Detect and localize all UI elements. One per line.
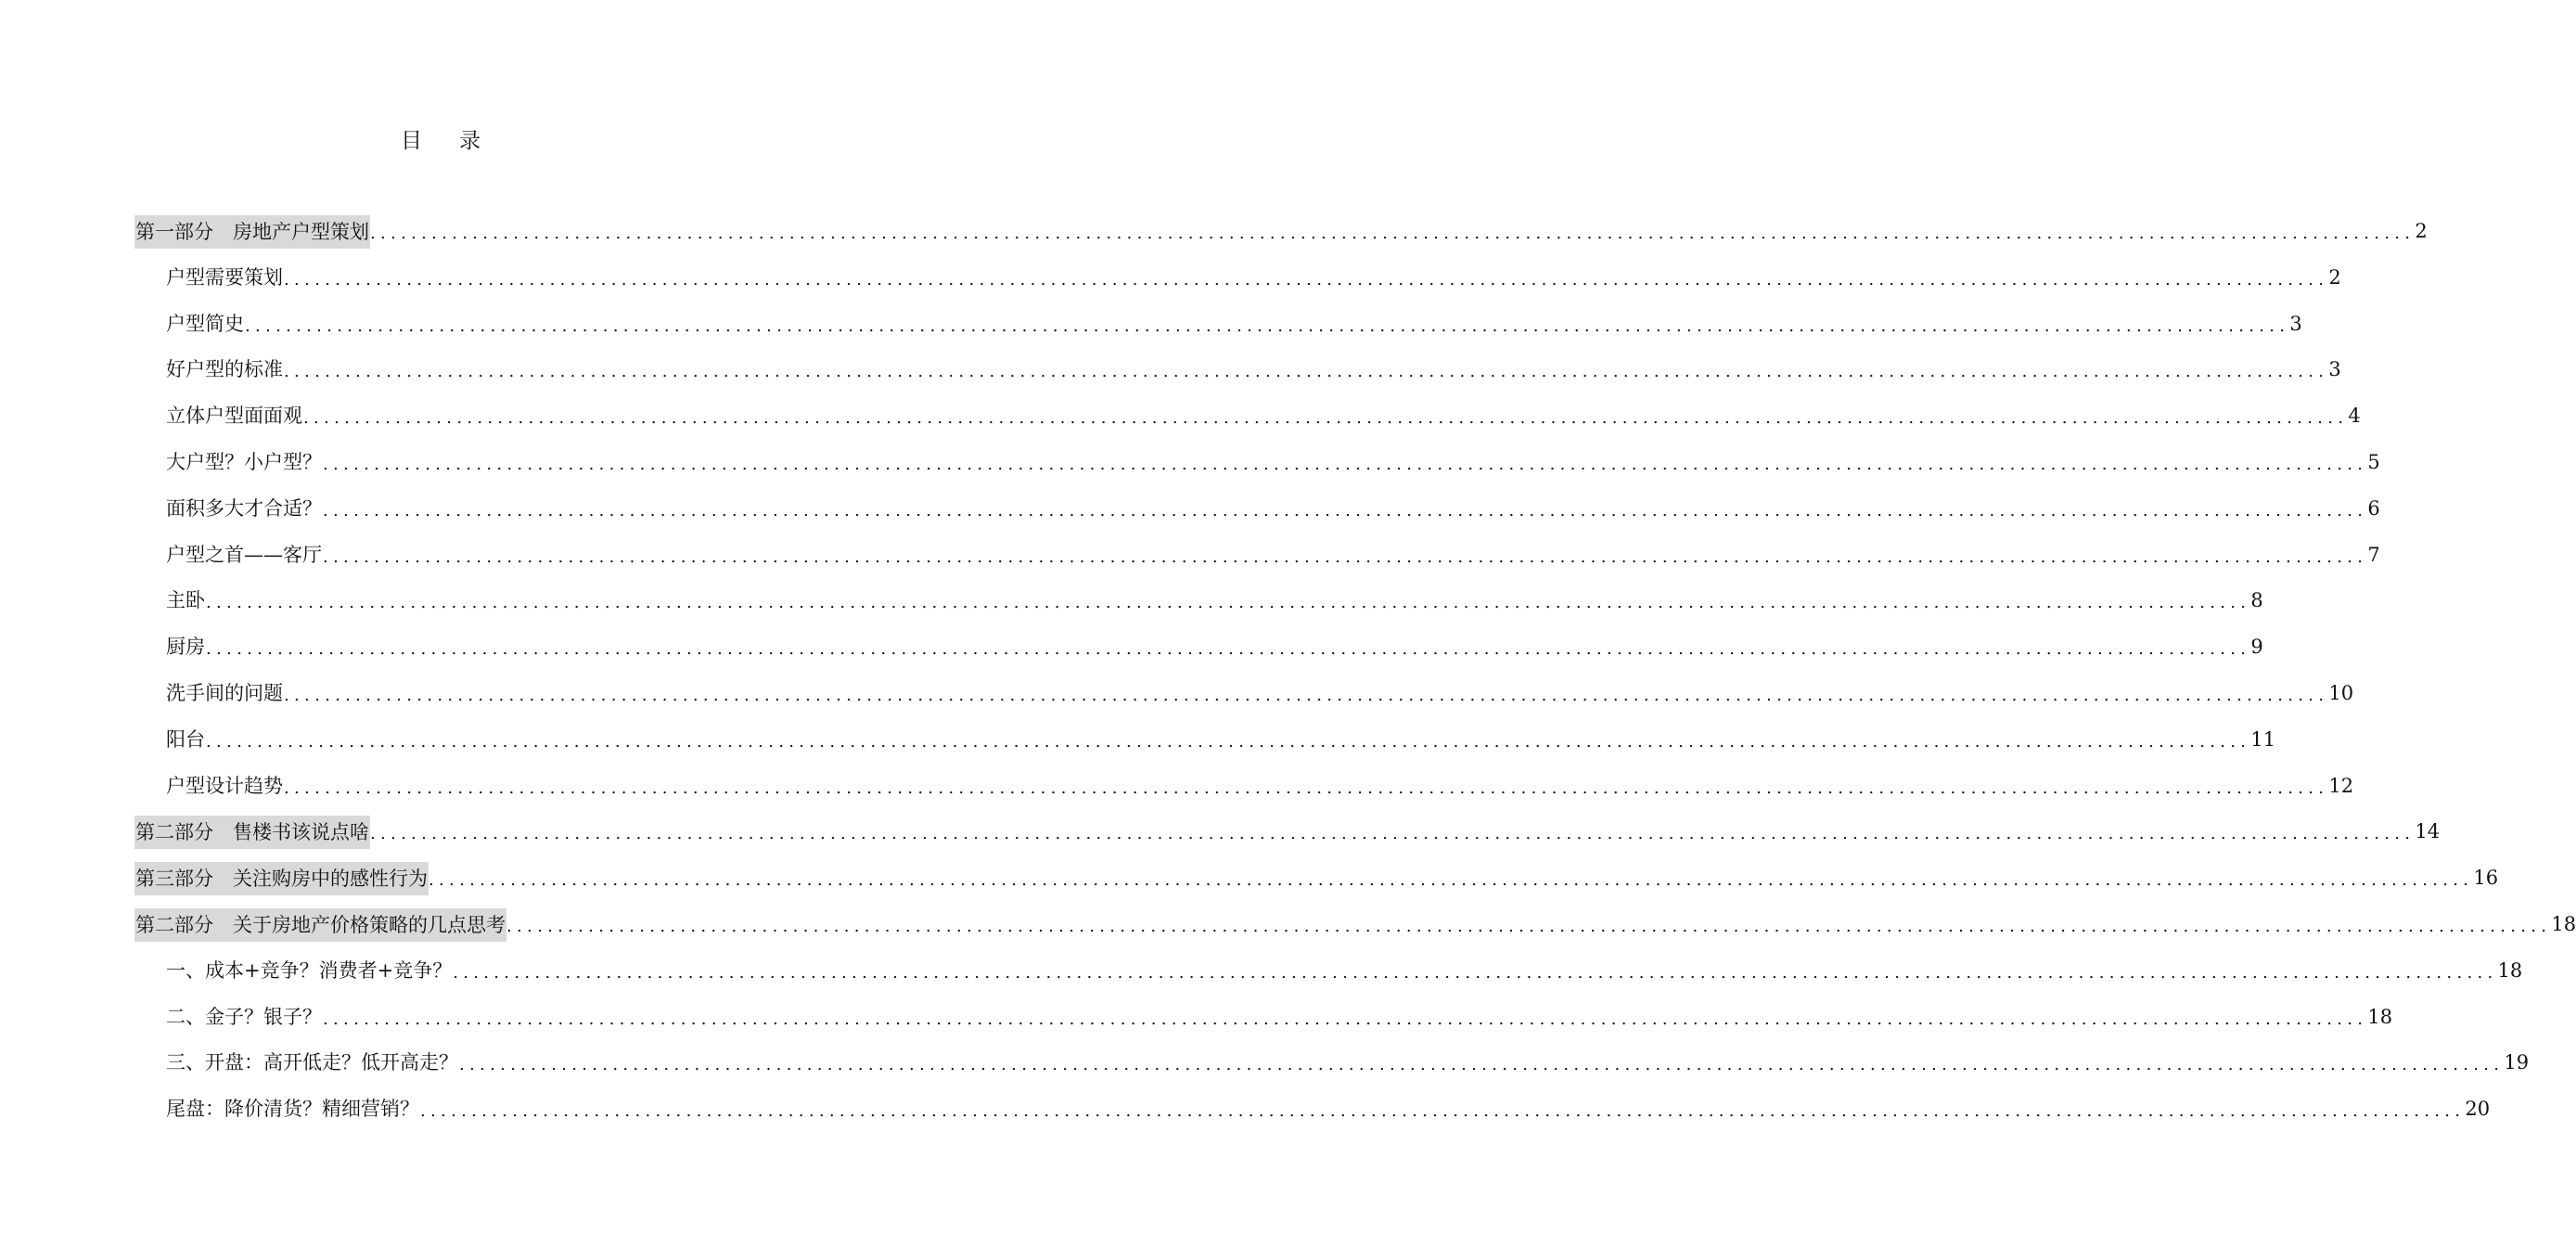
toc-page-number: 10 (2328, 681, 2354, 704)
toc-entry-line (165, 671, 2354, 717)
toc-entry-line (165, 533, 2380, 579)
toc-page-number: 3 (2328, 358, 2341, 381)
toc-entry-label: 主卧 (166, 589, 205, 612)
toc-subsection-entry[interactable] (0, 764, 2354, 810)
toc-title-right: 录 (459, 129, 481, 153)
toc-section-entry[interactable] (0, 855, 2499, 902)
toc-entry-label: 一、成本+竞争？消费者+竞争？ (166, 958, 453, 982)
toc-page-number: 7 (2367, 543, 2380, 566)
toc-section-entry[interactable] (0, 902, 2576, 948)
toc-entry-line (135, 902, 2576, 948)
toc-entry-label: 户型需要策划 (166, 265, 283, 289)
toc-entry-line (165, 764, 2354, 810)
toc-entry-line (135, 855, 2499, 902)
toc-entry-line (165, 1040, 2530, 1086)
toc-entry-line (165, 255, 2341, 302)
toc-page-number: 3 (2289, 312, 2302, 335)
toc-entry-line (165, 393, 2361, 440)
toc-entry-line (165, 486, 2380, 533)
toc-page-number: 6 (2367, 496, 2380, 520)
toc-page-number: 18 (2497, 958, 2523, 982)
toc-entry-label: 户型简史 (166, 312, 244, 335)
toc-page-number: 2 (2415, 220, 2428, 242)
toc-entry-label: 面积多大才合适？ (166, 496, 322, 520)
toc-entry-label: 第一部分 房地产户型策划 (135, 215, 370, 249)
toc-entry-label: 好户型的标准 (166, 358, 283, 381)
toc-dot-leader: ........................................................................................................................................................................................................ (323, 1009, 2368, 1029)
toc-subsection-entry[interactable] (0, 347, 2341, 393)
toc-subsection-entry[interactable] (0, 393, 2361, 440)
toc-page-number: 2 (2328, 265, 2341, 289)
toc-entry-line (165, 1086, 2491, 1133)
toc-dot-leader: ........................................................................................................................................................................................................ (459, 1055, 2505, 1075)
toc-entry-label: 大户型？小户型？ (166, 450, 322, 473)
toc-dot-leader: ........................................................................................................................................................................................................ (370, 824, 2416, 844)
toc-entry-label: 户型设计趋势 (166, 774, 283, 797)
toc-entry-line (165, 440, 2380, 486)
toc-subsection-entry[interactable] (0, 578, 2263, 624)
toc-dot-leader: ........................................................................................................................................................................................................ (453, 962, 2498, 983)
toc-page-number: 14 (2415, 820, 2441, 843)
toc-page-number: 20 (2465, 1098, 2491, 1121)
toc-page-number: 5 (2367, 450, 2380, 473)
toc-subsection-entry[interactable] (0, 624, 2263, 671)
toc-dot-leader: ........................................................................................................................................................................................................ (506, 916, 2552, 936)
toc-dot-leader: ........................................................................................................................................................................................................ (284, 269, 2329, 289)
toc-entry-line (165, 347, 2341, 393)
toc-dot-leader: ........................................................................................................................................................................................................ (206, 593, 2251, 613)
toc-entry-label: 第二部分 售楼书该说点啥 (135, 816, 370, 849)
toc-subsection-entry[interactable] (0, 995, 2393, 1041)
toc-entry-label: 二、金子？银子？ (166, 1005, 322, 1028)
toc-entry-label: 户型之首——客厅 (166, 543, 322, 566)
toc-entry-label: 三、开盘：高开低走？低开高走？ (166, 1051, 458, 1074)
toc-section-entry[interactable] (0, 809, 2441, 855)
toc-dot-leader: ........................................................................................................................................................................................................ (284, 362, 2329, 382)
toc-list (0, 209, 2576, 1133)
toc-entry-line (165, 624, 2263, 671)
toc-entry-line (165, 302, 2302, 348)
toc-subsection-entry[interactable] (0, 302, 2302, 348)
toc-entry-line (165, 578, 2263, 624)
toc-subsection-entry[interactable] (0, 717, 2276, 764)
toc-entry-line (165, 995, 2393, 1041)
toc-dot-leader: ........................................................................................................................................................................................................ (284, 778, 2329, 798)
toc-entry-line (135, 209, 2428, 255)
toc-dot-leader: ........................................................................................................................................................................................................ (420, 1101, 2466, 1122)
toc-entry-label: 第三部分 关注购房中的感性行为 (135, 862, 429, 895)
toc-page-number: 12 (2328, 774, 2354, 797)
toc-page-number: 8 (2250, 589, 2263, 612)
toc-subsection-entry[interactable] (0, 948, 2523, 995)
toc-subsection-entry[interactable] (0, 1086, 2491, 1133)
toc-page-number: 19 (2504, 1051, 2530, 1074)
toc-title-left: 目 (401, 129, 422, 153)
toc-entry-label: 第二部分 关于房地产价格策略的几点思考 (135, 908, 506, 942)
toc-page-number: 18 (2367, 1005, 2393, 1028)
toc-entry-line (165, 948, 2523, 995)
toc-dot-leader: ........................................................................................................................................................................................................ (206, 731, 2251, 752)
toc-subsection-entry[interactable] (0, 255, 2341, 302)
toc-entry-label: 立体户型面面观 (166, 405, 302, 428)
toc-page-number: 9 (2250, 636, 2263, 659)
toc-subsection-entry[interactable] (0, 533, 2380, 579)
toc-subsection-entry[interactable] (0, 1040, 2530, 1086)
toc-page-number: 16 (2473, 867, 2499, 890)
toc-page-number: 18 (2551, 912, 2576, 935)
toc-dot-leader: ........................................................................................................................................................................................................ (245, 315, 2290, 336)
toc-entry-line (135, 809, 2441, 855)
toc-entry-label: 洗手间的问题 (166, 681, 283, 704)
toc-entry-label: 尾盘：降价清货？精细营销？ (166, 1098, 419, 1121)
toc-dot-leader: ........................................................................................................................................................................................................ (323, 500, 2368, 521)
toc-dot-leader: ........................................................................................................................................................................................................ (370, 224, 2416, 243)
toc-page-number: 11 (2250, 727, 2276, 751)
toc-title (0, 123, 881, 154)
toc-subsection-entry[interactable] (0, 486, 2380, 533)
toc-section-entry[interactable] (0, 209, 2428, 255)
toc-dot-leader: ........................................................................................................................................................................................................ (429, 870, 2474, 891)
toc-subsection-entry[interactable] (0, 440, 2380, 486)
toc-page-number: 4 (2348, 405, 2361, 428)
toc-dot-leader: ........................................................................................................................................................................................................ (323, 454, 2368, 474)
toc-entry-label: 阳台 (166, 727, 205, 751)
toc-subsection-entry[interactable] (0, 671, 2354, 717)
toc-entry-line (165, 717, 2276, 764)
toc-dot-leader: ........................................................................................................................................................................................................ (206, 639, 2251, 660)
toc-dot-leader: ........................................................................................................................................................................................................ (323, 546, 2368, 567)
toc-entry-label: 厨房 (166, 636, 205, 659)
toc-dot-leader: ........................................................................................................................................................................................................ (303, 408, 2349, 429)
toc-dot-leader: ........................................................................................................................................................................................................ (284, 685, 2329, 705)
